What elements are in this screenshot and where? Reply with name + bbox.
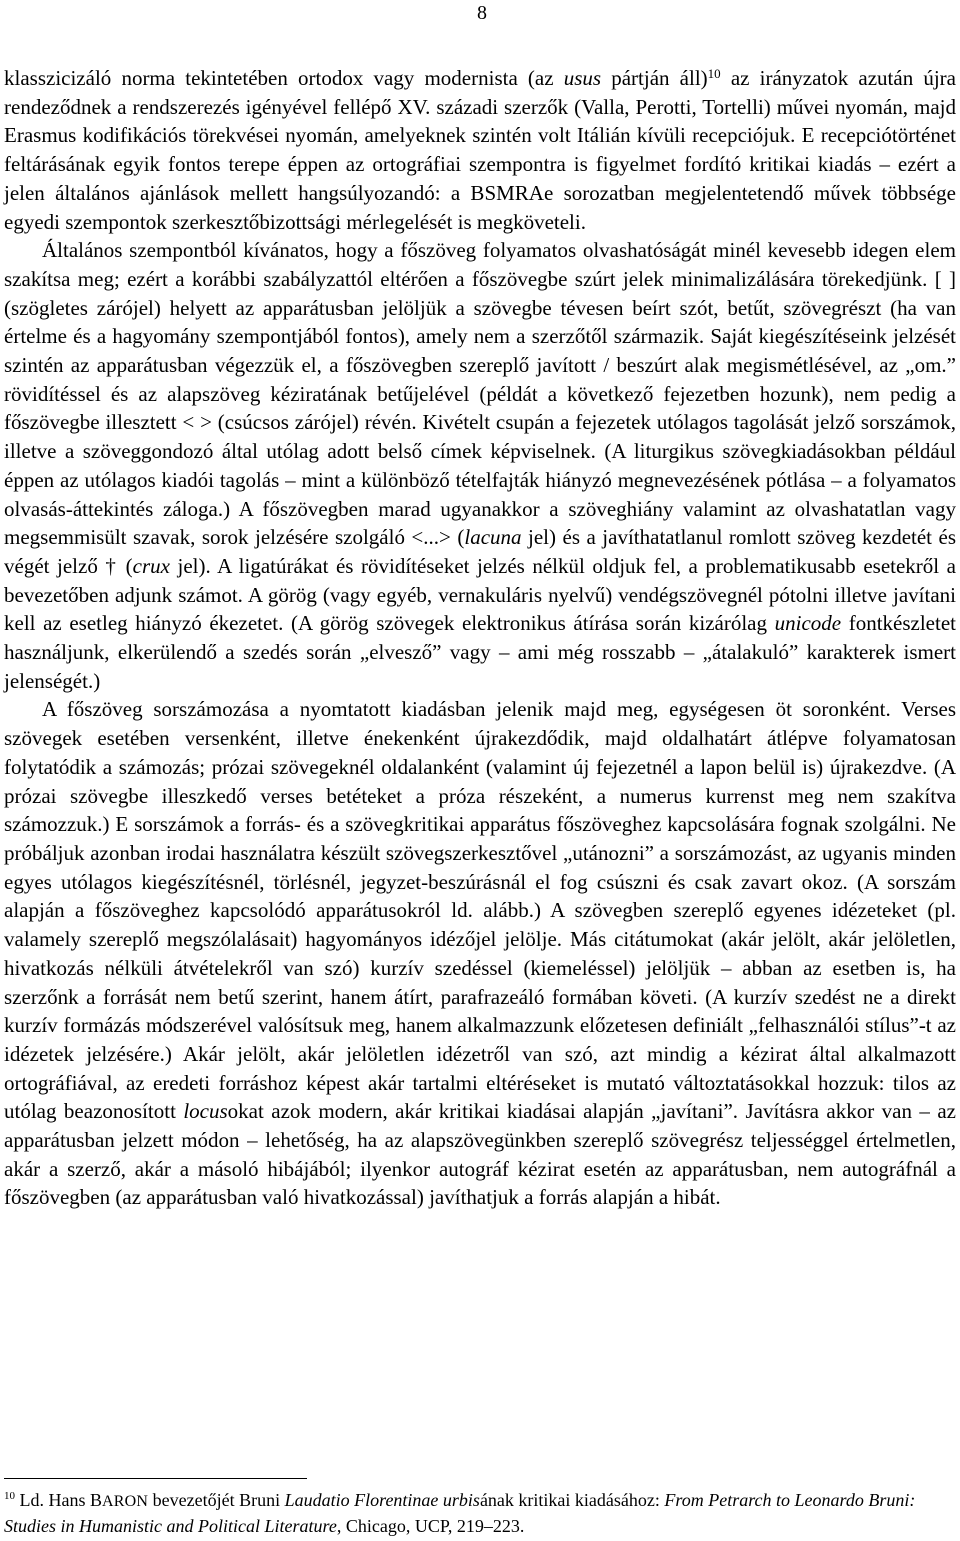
paragraph-1 <box>4 64 956 236</box>
footnote-text: , Chicago, UCP, 219–223. <box>336 1516 525 1536</box>
footnote <box>4 1488 956 1539</box>
footnote-text: Ld. Hans B <box>15 1490 102 1510</box>
footnote-reference[interactable]: 10 <box>707 66 721 81</box>
text-run: A főszöveg sorszámozása a nyomtatott kiadásban jelenik majd meg, egységesen öt soronként. Verses szövegek esetében versenként, illetve énekenként újrakezdődik, majd oldalhatárt átlépve folyamatosan folytatódik a számozás; prózai szövegeknél oldalanként (valamint új fejezetnél a lapon belül is) újrakezdve. (A prózai szövegbe illeszkedő verses betéteket a próza részeként, a numerus kurrenst meg nem szakítva számozzuk.) E sorszámok a forrás- és a szövegkritikai apparátus főszöveghez kapcsolására fognak szolgálni. Ne próbáljuk azonban irodai használatra készült szövegszerkesztővel „utánozni” a sorszámozást, az ugyanis minden egyes utólagos kiegészítésnél, törlésnél, jegyzet-beszúrásnál el fog csúszni és csak zavart okoz. (A sorszám alapján a főszöveghez kapcsolódó apparátusokról ld. alább.) A szövegben szereplő egyenes idézeteket (pl. valamely szereplő megszólalásait) hagyományos idézőjel jelölje. Más citátumokat (akár jelölt, akár jelöletlen, hivatkozás nélküli átvételekről van szó) kurzív szedéssel (kiemeléssel) jelöljük – abban az esetben is, ha szerzőnk a forrását nem betű szerint, hanem átírt, parafrazeáló formában követi. (A kurzív szedést ne a direkt kurzív formázás módszerével valósítsuk meg, hanem alkalmazzunk előzetesen definiált „felhasználói stílus”-t az idézetek jelzésére.) Akár jelölt, akár jelöletlen idézetről van szó, azt mindig a kézirat által alkalmazott ortográfiával, az eredeti forráshoz képest akár tartalmi eltéréseket is mutató változtatásokkal hozzuk: tilos az utólag beazonosított <box>4 697 956 1124</box>
footnote-italic-title: From Petrarch to Leonardo Bruni: Studies in Humanistic and Political Literature <box>4 1490 916 1536</box>
footnote-smallcaps: ARON <box>102 1493 149 1510</box>
text-run: klasszicizáló norma tekintetében ortodox vagy modernista (az <box>4 66 564 90</box>
text-run: fontkészletet használjunk, elkerülendő a szedés során „elvesző” vagy – ami még rosszabb – „átalakuló” karakterek ismert jelenségét.) <box>4 611 956 693</box>
italic-term: unicode <box>774 611 842 636</box>
italic-term: lacuna <box>464 525 522 550</box>
footnote-italic-title: Laudatio Florentinae urbis <box>284 1490 480 1510</box>
text-run: az irányzatok azután újra rendeződnek a rendszerezés igényével fellépő XV. századi szerzők (Valla, Perotti, Tortelli) művei nyomán, majd Erasmus kodifikációs törekvései nyomán, amelyeknek szintén volt Itálián kívüli recepciójuk. E recepciótörténet feltárásának egyik fontos terepe éppen az ortográfiai szempontra is figyelmet fordító kritikai kiadás – ezért a jelen általános ajánlások mellett hangsúlyozandó: a BSMRAe sorozatban megjelentetendő művek többsége egyedi szempontok szerkesztőbizottsági mérlegelését is megköveteli. <box>4 66 956 234</box>
paragraph-2 <box>4 236 956 695</box>
page-number: 8 <box>477 2 487 24</box>
text-run: okat azok modern, akár kritikai kiadásai alapján „javítani”. Javításra akkor van – az apparátusban jelzett módon – lehetőség, ha az alapszövegünkben szereplő szövegrész teljességgel értelmetlen, akár a szerző, akár a másoló hibájából; ilyenkor autográf kézirat esetén az apparátusban, nem autográfnál a főszövegben (az apparátusban való hivatkozással) javíthatjuk a forrás alapján a hibát. <box>4 1099 956 1210</box>
text-run: Általános szempontból kívánatos, hogy a főszöveg folyamatos olvashatóságát minél kevesebb idegen elem szakítsa meg; ezért a korábbi szabályzattól eltérően a főszövegbe szúrt jelek minimalizálására törekedjünk. [ ] (szögletes zárójel) helyett az apparátusban jelöljük a szövegbe tévesen beírt szót, betűt, szövegrészt (ha van értelme és a hagyomány szempontjából fontos), amely nem a szerzőtől származik. Saját kiegészítéseink jelzését szintén az apparátusban végezzük el, a főszövegben szereplő javított / beszúrt alak megismétlésével, az „om.” rövidítéssel és az alapszöveg kéziratának betűjelével (példát a következő fejezetben hozunk), nem pedig a főszövegbe illesztett < > (csúcsos zárójel) révén. Kivételt csupán a fejezetek utólagos tagolását jelző sorszámok, illetve a szöveggondozó által utólag adott belső címek képviselnek. (A liturgikus szövegkiadásokban például éppen az utólagos kiadói tagolás – mint a különböző tételfajták hiányzó megnevezésének pótlása – a folyamatos olvasás-áttekintés záloga.) A főszövegben marad ugyanakkor a szöveghiány valamint az olvashatatlan vagy megsemmisült szavak, sorok jelzésére szolgáló <...> ( <box>4 238 956 550</box>
body-text <box>4 64 956 1212</box>
italic-term: locus <box>183 1099 228 1124</box>
italic-term: crux <box>132 553 170 578</box>
paragraph-3 <box>4 695 956 1212</box>
footnote-marker: 10 <box>4 1490 15 1502</box>
footnote-text: ának kritikai kiadásához: <box>479 1490 665 1510</box>
footnote-text: bevezetőjét Bruni <box>148 1490 285 1510</box>
footnote-separator <box>4 1478 307 1479</box>
italic-term: usus <box>563 66 602 90</box>
text-run: jel) és a javíthatatlanul romlott szöveg kezdetét és végét jelző † ( <box>4 525 956 578</box>
text-run: jel). A ligatúrákat és rövidítéseket jelzés nélkül oldjuk fel, a problematikusabb esetekről a bevezetőben adjunk számot. A görög (vagy egyéb, vernakuláris nyelvű) vendégszövegnél pótolni illetve javítani kell az esetleg hiányzó ékezetet. (A görög szövegek elektronikus átírása során kizárólag <box>4 553 956 636</box>
text-run: pártján áll) <box>601 66 708 90</box>
